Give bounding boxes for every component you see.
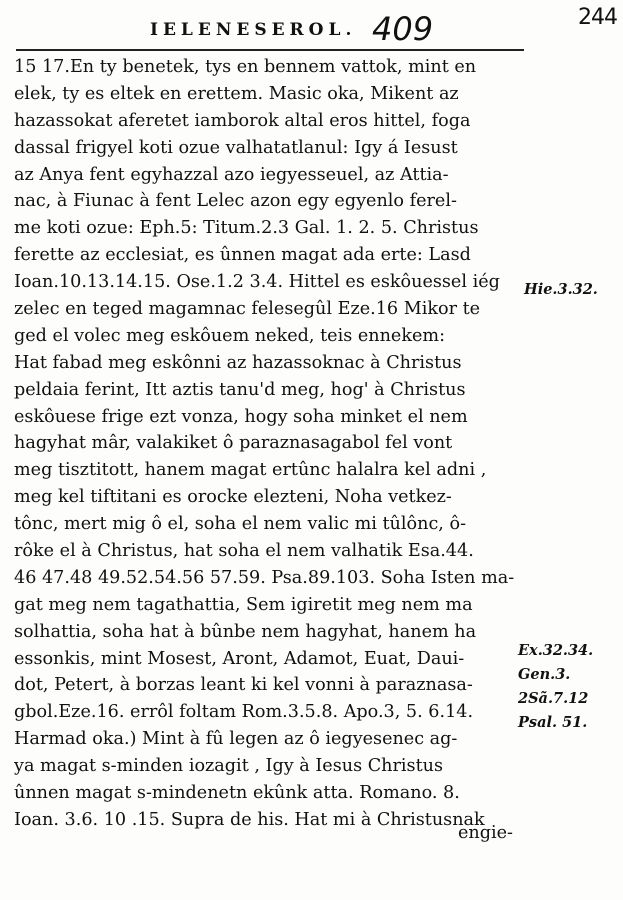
margin-note: Psal. 51. bbox=[518, 714, 588, 731]
text-line: meg tisztitott, hanem magat ertûnc halalra kel adni , bbox=[14, 460, 487, 481]
text-line: Ioan.10.13.14.15. Ose.1.2 3.4. Hittel es eskôuessel iég bbox=[14, 272, 500, 293]
text-line: hagyhat mâr, valakiket ô paraznasagabol fel vont bbox=[14, 433, 453, 454]
catchword: engie- bbox=[458, 823, 513, 843]
text-line: Ioan. 3.6. 10 .15. Supra de his. Hat mi à Christusnak bbox=[14, 809, 485, 830]
page-number: 409 bbox=[372, 10, 434, 48]
text-line: ged el volec meg eskôuem neked, teis ennekem: bbox=[14, 325, 446, 346]
text-line: dassal frigyel koti ozue valhatatlanul: Igy á Iesust bbox=[14, 137, 458, 158]
text-line: essonkis, mint Mosest, Aront, Adamot, Euat, Daui- bbox=[14, 648, 465, 669]
text-line: 46 47.48 49.52.54.56 57.59. Psa.89.103. Soha Isten ma- bbox=[14, 567, 514, 588]
text-line: ya magat s-minden iozagit , Igy à Iesus Christus bbox=[14, 756, 443, 777]
header-rule bbox=[16, 49, 524, 51]
text-line: ûnnen magat s-mindenetn ekûnk atta. Romano. 8. bbox=[14, 783, 460, 804]
text-line: rôke el à Christus, hat soha el nem valhatik Esa.44. bbox=[14, 541, 474, 562]
margin-note: Ex.32.34. bbox=[518, 642, 594, 659]
text-line: elek, ty es eltek en erettem. Masic oka, Mikent az bbox=[14, 83, 459, 104]
text-line: me koti ozue: Eph.5: Titum.2.3 Gal. 1. 2. 5. Christus bbox=[14, 218, 479, 239]
text-line: solhattia, soha hat à bûnbe nem hagyhat, hanem ha bbox=[14, 621, 477, 642]
text-line: ferette az ecclesiat, es ûnnen magat ada erte: Lasd bbox=[14, 245, 471, 266]
text-line: hazassokat aferetet iamborok altal eros hittel, foga bbox=[14, 110, 471, 131]
text-line: dot, Petert, à borzas leant ki kel vonni à paraznasa- bbox=[14, 675, 473, 696]
text-line: peldaia ferint, Itt aztis tanu'd meg, hog' à Christus bbox=[14, 379, 466, 400]
text-line: tônc, mert mig ô el, soha el nem valic mi tûlônc, ô- bbox=[14, 514, 467, 535]
text-line: Harmad oka.) Mint à fû legen az ô iegyesenec ag- bbox=[14, 729, 458, 750]
margin-note: 2Sã.7.12 bbox=[518, 690, 589, 707]
text-line: az Anya fent egyhazzal azo iegyesseuel, az Attia- bbox=[14, 164, 449, 185]
text-line: Hat fabad meg eskônni az hazassoknac à Christus bbox=[14, 352, 462, 373]
text-line: eskôuese frige ezt vonza, hogy soha minket el nem bbox=[14, 406, 468, 427]
text-line: 15 17.En ty benetek, tys en bennem vattok, mint en bbox=[14, 57, 477, 77]
margin-note: Gen.3. bbox=[518, 666, 571, 683]
text-line: nac, à Fiunac à fent Lelec azon egy egyenlo ferel- bbox=[14, 191, 457, 212]
text-line: gat meg nem tagathattia, Sem igiretit meg nem ma bbox=[14, 594, 473, 615]
text-line: gbol.Eze.16. errôl foltam Rom.3.5.8. Apo.3, 5. 6.14. bbox=[14, 702, 474, 723]
margin-note: Hie.3.32. bbox=[524, 281, 598, 298]
text-line: zelec en teged magamnac felesegûl Eze.16 Mikor te bbox=[14, 299, 481, 320]
body-text bbox=[14, 54, 514, 834]
text-line: meg kel tiftitani es orocke elezteni, Noha vetkez- bbox=[14, 487, 452, 508]
folio-number: 244 bbox=[578, 5, 617, 30]
running-head: IELENESEROL. bbox=[150, 20, 357, 40]
